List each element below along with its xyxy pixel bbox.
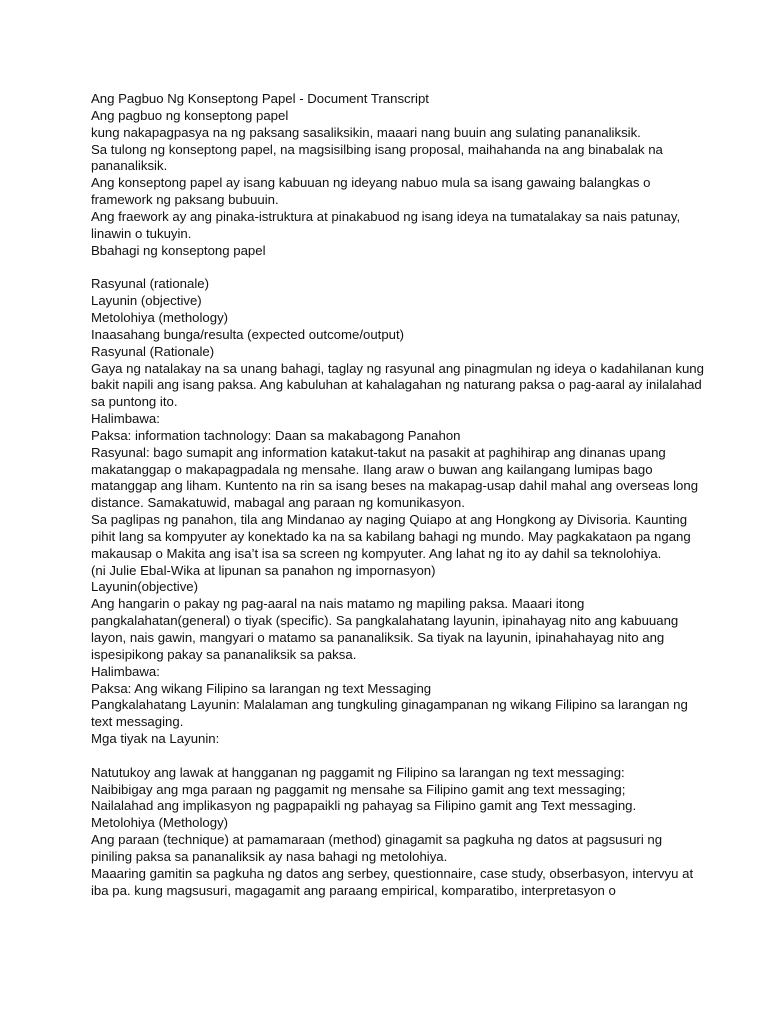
text-line: Maaaring gamitin sa pagkuha ng datos ang serbey, questionnaire, case study, obserbasyon, intervyu at xyxy=(91,865,694,881)
list-item: Layunin (objective) xyxy=(91,293,202,309)
text-line: framework ng paksang bubuuin. xyxy=(91,192,279,208)
document-block-intro xyxy=(91,91,691,259)
text-line: Gaya ng natalakay na sa unang bahagi, taglay ng rasyunal ang pinagmulan ng ideya o kadahilanan kung xyxy=(91,360,704,376)
text-line: Pangkalahatang Layunin: Malalaman ang tungkuling ginagampanan ng wikang Filipino sa larangan ng xyxy=(91,697,688,713)
paragraph-gap xyxy=(91,748,691,765)
text-line: Halimbawa: xyxy=(91,411,160,427)
list-item: Inaasahang bunga/resulta (expected outcome/output) xyxy=(91,326,405,342)
text-line: Halimbawa: xyxy=(91,663,160,679)
document-title: Ang Pagbuo Ng Konseptong Papel - Document Transcript xyxy=(91,91,429,106)
text-line: iba pa. kung magsusuri, magagamit ang paraang empirical, komparatibo, interpretasyon o xyxy=(91,882,616,898)
text-line: ispesipikong pakay sa pananaliksik sa paksa. xyxy=(91,646,357,662)
text-line: Sa tulong ng konseptong papel, na magsisilbing isang proposal, maihahanda na ang binabalak na xyxy=(91,141,663,157)
list-item: Metolohiya (methology) xyxy=(91,309,229,325)
list-item: Naibibigay ang mga paraan ng paggamit ng mensahe sa Filipino gamit ang text messaging; xyxy=(91,781,626,797)
text-line: sa puntong ito. xyxy=(91,394,178,410)
text-line: pananaliksik. xyxy=(91,158,168,174)
text-line: linawin o tukuyin. xyxy=(91,225,192,241)
text-line: layon, nais gawin, mangyari o matamo sa pananaliksik. Sa tiyak na layunin, ipinahahayag nito ang xyxy=(91,630,665,645)
text-line: Ang fraework ay ang pinaka-istruktura at pinakabuod ng isang ideya na tumatalakay sa nais patunay, xyxy=(91,208,681,224)
text-line: Ang konseptong papel ay isang kabuuan ng ideyang nabuo mula sa isang gawaing balangkas o xyxy=(91,175,651,191)
list-item: Rasyunal (rationale) xyxy=(91,276,210,292)
document-page xyxy=(91,91,704,900)
text-line: Rasyunal: bago sumapit ang information katakut-takut na pasakit at paghihirap ang dinanas upang xyxy=(91,444,666,460)
text-line: Paksa: Ang wikang Filipino sa larangan ng text Messaging xyxy=(91,680,432,696)
list-item: Nailalahad ang implikasyon ng pagpapaikli ng pahayag sa Filipino gamit ang Text messaging. xyxy=(91,798,637,814)
text-line: pangkalahatan(general) o tiyak (specific). Sa pangkalahatang layunin, ipinahayag nito ang kabuuang xyxy=(91,613,679,629)
text-line: Ang paraan (technique) at pamamaraan (method) ginagamit sa pagkuha ng datos at pagsusuri ng xyxy=(91,832,663,848)
section-heading: Metolohiya (Methology) xyxy=(91,815,229,831)
text-line: piniling paksa sa pananaliksik ay nasa bahagi ng metolohiya. xyxy=(91,848,448,864)
text-line: pihit lang sa kompyuter ay konektado ka na sa kabilang bahagi ng mundo. May pagkakataon pa ngang xyxy=(91,528,691,544)
section-heading: Layunin(objective) xyxy=(91,579,199,595)
document-block-methods xyxy=(91,764,694,900)
text-line: bakit napili ang isang paksa. Ang kabuluhan at kahalagahan ng naturang paksa o pag-aaral ay inilalahad xyxy=(91,377,702,393)
text-line: Sa paglipas ng panahon, tila ang Mindanao ay naging Quiapo at ang Hongkong ay Divisoria. Kaunting xyxy=(91,512,688,528)
section-heading: Rasyunal (Rationale) xyxy=(91,343,215,359)
paragraph-gap xyxy=(91,259,691,276)
text-line: kung nakapagpasya na ng paksang sasaliksikin, maaari nang buuin ang sulating pananaliksik. xyxy=(91,124,641,140)
section-heading: Bbahagi ng konseptong papel xyxy=(91,242,266,258)
text-line: text messaging. xyxy=(91,714,184,730)
text-line: (ni Julie Ebal-Wika at lipunan sa panahon ng impornasyon) xyxy=(91,562,436,578)
text-line: Mga tiyak na Layunin: xyxy=(91,731,220,747)
document-block-body xyxy=(91,276,704,748)
text-line: makatanggap o makapagpadala ng mensahe. Ilang araw o buwan ang kailangang lumipas bago xyxy=(91,461,653,477)
text-line: makausap o Makita ang isa’t isa sa screen ng kompyuter. Ang lahat ng ito ay dahil sa teknolohiya. xyxy=(91,545,662,561)
document-heading: Ang pagbuo ng konseptong papel xyxy=(91,107,289,123)
text-line: Ang hangarin o pakay ng pag-aaral na nais matamo ng mapiling paksa. Maaari itong xyxy=(91,596,585,612)
text-line: Paksa: information tachnology: Daan sa makabagong Panahon xyxy=(91,427,461,443)
text-line: distance. Samakatuwid, mabagal ang paraan ng komunikasyon. xyxy=(91,495,465,511)
list-item: Natutukoy ang lawak at hangganan ng paggamit ng Filipino sa larangan ng text messaging: xyxy=(91,764,625,780)
text-line: matanggap ang liham. Kuntento na rin sa isang beses na makapag-usap dahil mahal ang overseas long xyxy=(91,478,699,494)
